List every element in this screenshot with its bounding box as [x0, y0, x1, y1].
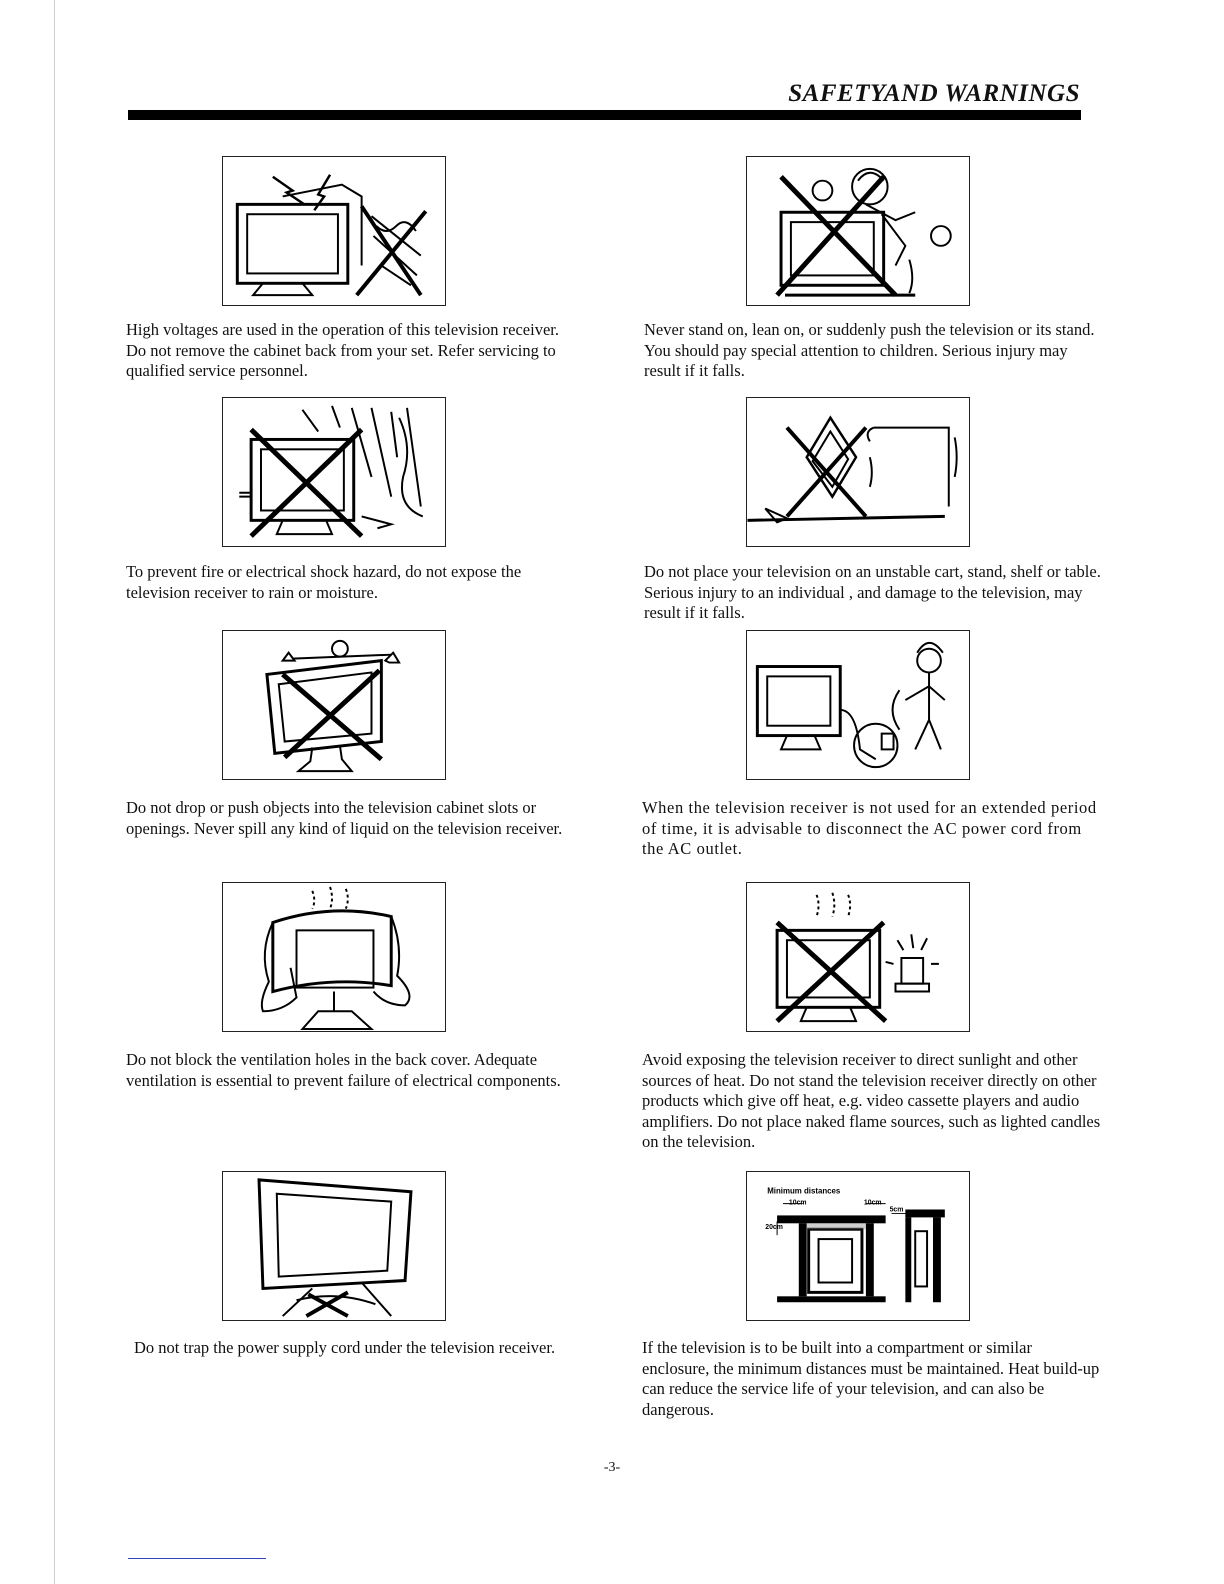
page-number: -3-	[603, 1460, 621, 1475]
diagram-title: Minimum distances	[767, 1186, 841, 1196]
header-rule	[128, 110, 1081, 120]
caption-minimum-distances: If the television is to be built into a compartment or similar enclosure, the minimum distances must be maintained. Heat build-up can reduce the service life of your television, and can also be dangerous.	[642, 1338, 1100, 1419]
power-cord-trap-warning-icon	[222, 1171, 446, 1321]
caption-high-voltage: High voltages are used in the operation of this television receiver. Do not remove the cabinet back from your set. Refer servicing to qualified service personnel.	[126, 320, 559, 380]
objects-liquid-warning-icon	[222, 630, 446, 780]
caption-ventilation: Do not block the ventilation holes in the back cover. Adequate ventilation is essential to prevent failure of electrical components.	[126, 1050, 561, 1090]
page-margin-line	[54, 0, 55, 1584]
caption-unstable-stand: Do not place your television on an unstable cart, stand, shelf or table. Serious injury to an individual , and damage to the television, may result if it falls.	[644, 562, 1101, 622]
caption-objects-liquid: Do not drop or push objects into the television cabinet slots or openings. Never spill any kind of liquid on the television receiver.	[126, 798, 563, 838]
caption-heat-source: Avoid exposing the television receiver to direct sunlight and other sources of heat. Do not stand the television receiver directly on other products which give off heat, e.g. video cassette players and audio amplifiers. Do not place naked flame sources, such as lighted candles on the television.	[642, 1050, 1101, 1151]
caption-power-cord: Do not trap the power supply cord under the television receiver.	[134, 1338, 556, 1357]
diagram-label-left: 20cm	[765, 1224, 783, 1232]
rain-moisture-warning-icon	[222, 397, 446, 547]
unstable-stand-warning-icon	[746, 397, 970, 547]
page-title: SAFETYAND WARNINGS	[788, 80, 1080, 107]
high-voltage-warning-icon	[222, 156, 446, 306]
diagram-label-top-right: 10cm	[863, 1199, 882, 1207]
child-push-warning-icon	[746, 156, 970, 306]
diagram-label-top-left: 10cm	[788, 1199, 807, 1207]
minimum-distances-diagram	[746, 1171, 970, 1321]
caption-unplug: When the television receiver is not used for an extended period of time, it is advisable to disconnect the AC power cord from the AC outlet.	[642, 798, 1097, 858]
caption-child-push: Never stand on, lean on, or suddenly push the television or its stand. You should pay special attention to children. Serious injury may result if it falls.	[644, 320, 1095, 380]
diagram-label-side: 5cm	[889, 1206, 904, 1214]
caption-rain-moisture: To prevent fire or electrical shock hazard, do not expose the television receiver to rain or moisture.	[126, 562, 522, 602]
heat-source-warning-icon	[746, 882, 970, 1032]
ventilation-blocked-warning-icon	[222, 882, 446, 1032]
footer-link-line	[128, 1558, 266, 1559]
unplug-cord-icon	[746, 630, 970, 780]
